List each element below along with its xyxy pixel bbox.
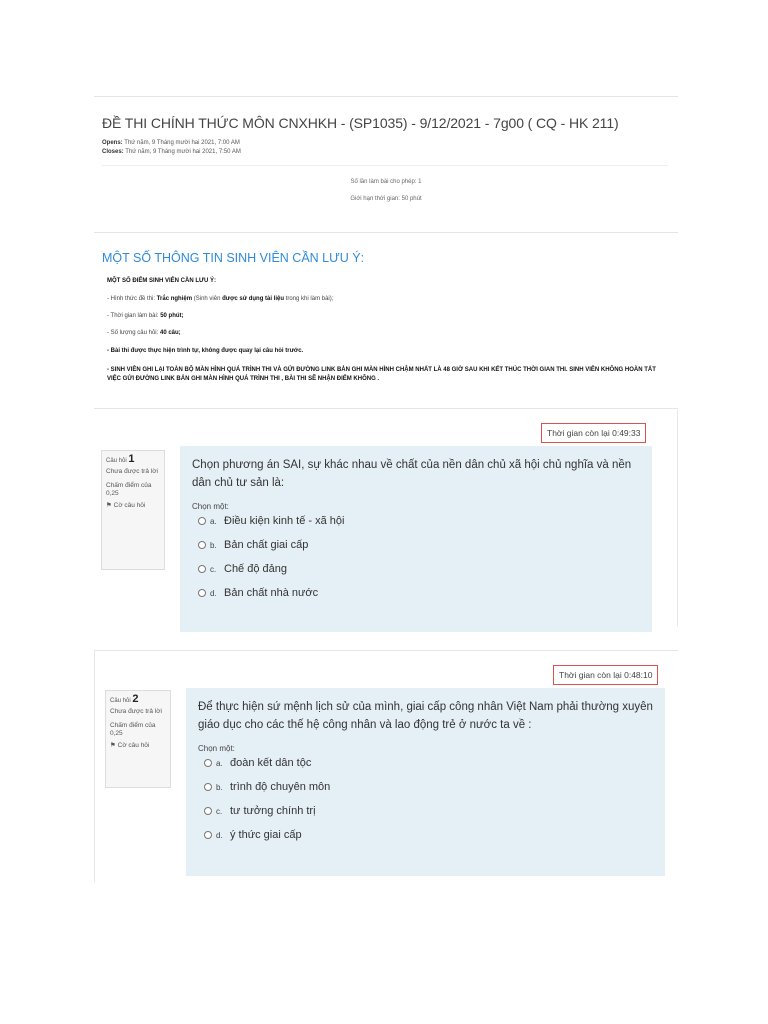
notice-title: MỘT SỐ THÔNG TIN SINH VIÊN CẦN LƯU Ý: — [102, 251, 365, 265]
notice-text: 40 câu; — [159, 330, 181, 336]
flag-icon: ⚑ — [110, 742, 116, 749]
notice-line-count — [107, 330, 181, 336]
option-text: ý thức giai cấp — [230, 829, 302, 841]
flag-label: Cờ câu hỏi — [117, 742, 150, 749]
option-a[interactable] — [192, 513, 640, 529]
timer: Thời gian còn lại 0:48:10 — [553, 665, 658, 685]
option-text: Chế độ đảng — [224, 563, 287, 575]
question-label: Câu hỏi — [106, 458, 129, 464]
time-limit: Giới hạn thời gian: 50 phút — [350, 196, 422, 202]
notice-line-time — [107, 313, 184, 319]
divider — [677, 410, 678, 626]
question-text: Chọn phương án SAI, sự khác nhau về chất của nền dân chủ xã hội chủ nghĩa và nền dân chủ tư sản là: — [192, 459, 632, 489]
question-number-value: 2 — [132, 693, 139, 705]
notice-text: - Thời gian làm bài: — [107, 313, 161, 319]
divider — [94, 650, 95, 882]
radio-icon[interactable] — [204, 807, 212, 815]
opens-value: Thứ năm, 9 Tháng mười hai 2021, 7:00 AM — [122, 140, 240, 146]
flag-question-button[interactable] — [110, 742, 166, 750]
option-letter: a. — [210, 516, 217, 526]
option-letter: a. — [216, 758, 223, 768]
notice-text: - Hình thức đề thi: — [107, 296, 157, 302]
radio-icon[interactable] — [198, 565, 206, 573]
question-mark: Chấm điểm của 0,25 — [106, 482, 152, 497]
notice-line-format — [107, 296, 333, 302]
notice-panel — [94, 232, 678, 393]
option-letter: d. — [210, 588, 217, 598]
notice-line-recording: - SINH VIÊN GHI LẠI TOÀN BỘ MÀN HÌNH QUÁ TRÌNH THI VÀ GỬI ĐƯỜNG LINK BẢN GHI MÀN HÌNH CHẬM NHẤT LÀ 48 GIỜ SAU KHI KẾT THÚC THỜI GIAN THI. SINH VIÊN KHÔNG HOÀN TẤT VIỆC GỬI ĐƯỜNG LINK BẢN GHI MÀN HÌNH QUÁ TRÌNH THI , BÀI THI SẼ NHẬN ĐIỂM KHÔNG . — [107, 367, 656, 382]
question-info-1 — [101, 450, 165, 570]
question-text: Để thực hiện sứ mệnh lịch sử của mình, giai cấp công nhân Việt Nam phải thường xuyên giáo dục cho các thế hệ công nhân và lao động trẻ ở nước ta về : — [198, 701, 653, 731]
option-b[interactable] — [192, 537, 640, 553]
question-info-2 — [105, 690, 171, 788]
option-text: Bản chất giai cấp — [224, 539, 309, 551]
radio-icon[interactable] — [204, 783, 212, 791]
option-letter: b. — [210, 540, 217, 550]
option-c[interactable] — [192, 561, 640, 577]
option-text: tư tưởng chính trị — [230, 805, 316, 817]
question-label: Câu hỏi — [110, 698, 133, 704]
option-text: đoàn kết dân tộc — [230, 757, 312, 769]
option-c[interactable] — [198, 803, 653, 819]
question-number-value: 1 — [128, 453, 135, 465]
option-text: trình độ chuyên môn — [230, 781, 331, 793]
choose-one-prompt: Chọn một: — [198, 744, 235, 753]
divider — [94, 408, 678, 409]
radio-icon[interactable] — [198, 589, 206, 597]
question-mark: Chấm điểm của 0,25 — [110, 722, 156, 737]
notice-text: được sử dụng tài liệu — [222, 296, 285, 302]
notice-text: 50 phút; — [160, 313, 184, 319]
divider — [102, 165, 668, 166]
flag-label: Cờ câu hỏi — [113, 502, 146, 509]
notice-heading: MỘT SỐ ĐIỂM SINH VIÊN CẦN LƯU Ý: — [107, 278, 216, 284]
flag-icon: ⚑ — [106, 502, 112, 509]
notice-text: Trắc nghiệm — [156, 296, 193, 302]
notice-text: trong khi làm bài); — [284, 296, 334, 302]
quiz-dates — [102, 139, 241, 157]
option-letter: c. — [216, 806, 223, 816]
closes-value: Thứ năm, 9 Tháng mười hai 2021, 7:50 AM — [123, 149, 241, 155]
flag-question-button[interactable] — [106, 502, 160, 510]
closes-label: Closes: — [102, 149, 124, 155]
quiz-title: ĐỀ THI CHÍNH THỨC MÔN CNXHKH - (SP1035) - 9/12/2021 - 7g00 ( CQ - HK 211) — [102, 115, 619, 131]
question-number — [110, 695, 166, 705]
notice-text: (Sinh viên — [192, 296, 223, 302]
question-status: Chưa được trả lời — [106, 468, 158, 475]
option-text: Điều kiện kinh tế - xã hội — [224, 515, 345, 527]
notice-line-order: - Bài thi được thực hiện trình tự, không được quay lại câu hỏi trước. — [107, 348, 304, 354]
question-content-1 — [180, 446, 652, 632]
question-number — [106, 455, 160, 465]
choose-one-prompt: Chọn một: — [192, 502, 229, 511]
option-a[interactable] — [198, 755, 653, 771]
option-text: Bản chất nhà nước — [224, 587, 319, 599]
option-d[interactable] — [192, 585, 640, 601]
option-letter: c. — [210, 564, 217, 574]
attempts-allowed: Số lần làm bài cho phép: 1 — [350, 179, 422, 185]
option-b[interactable] — [198, 779, 653, 795]
radio-icon[interactable] — [198, 541, 206, 549]
divider — [94, 650, 678, 651]
option-letter: d. — [216, 830, 223, 840]
option-letter: b. — [216, 782, 223, 792]
quiz-info-panel — [94, 96, 678, 219]
radio-icon[interactable] — [198, 517, 206, 525]
notice-text: - Số lượng câu hỏi: — [107, 330, 160, 336]
radio-icon[interactable] — [204, 831, 212, 839]
timer: Thời gian còn lại 0:49:33 — [541, 423, 646, 443]
opens-label: Opens: — [102, 140, 123, 146]
question-status: Chưa được trả lời — [110, 708, 162, 715]
question-content-2 — [186, 688, 665, 876]
radio-icon[interactable] — [204, 759, 212, 767]
option-d[interactable] — [198, 827, 653, 843]
